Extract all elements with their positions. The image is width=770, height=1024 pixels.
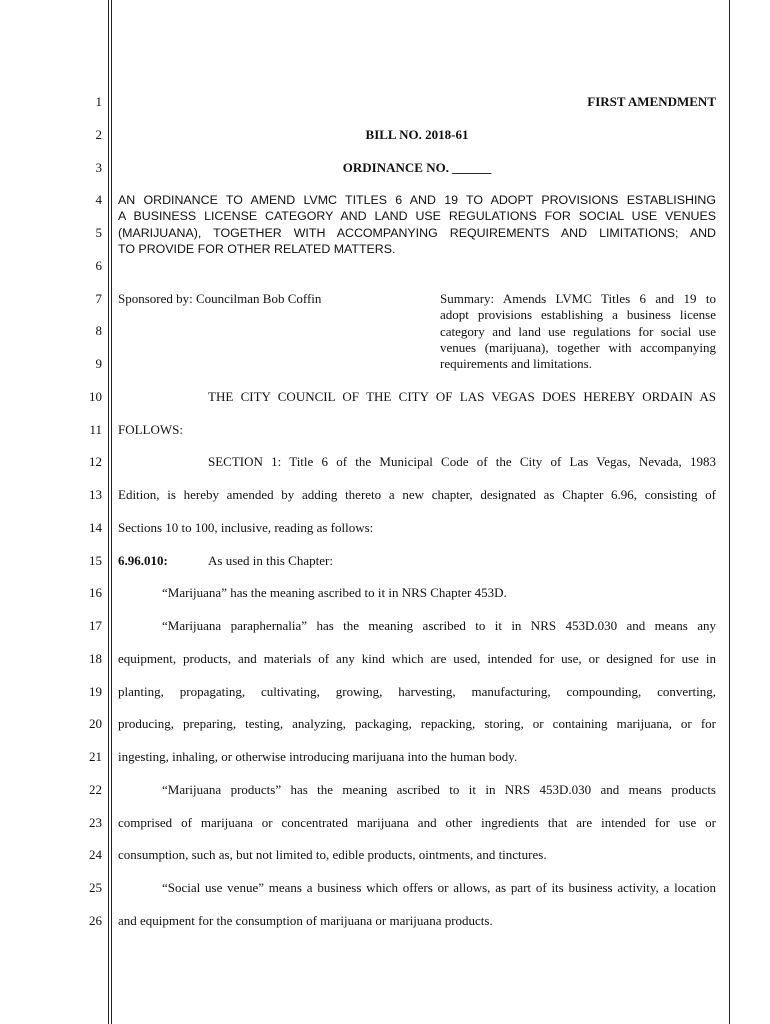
- summary-line: Summary: Amends LVMC Titles 6 and 19 to: [440, 291, 716, 306]
- definition-products: “Marijuana products” has the meaning ascribed to it in NRS 453D.030 and means products: [162, 782, 716, 797]
- line-number: 6: [95, 258, 102, 273]
- line-number: 3: [95, 160, 102, 175]
- left-margin-rule-outer: [108, 0, 109, 1024]
- definition-social-use-venue: and equipment for the consumption of marijuana or marijuana products.: [118, 913, 493, 928]
- definition-paraphernalia: planting, propagating, cultivating, growing, harvesting, manufacturing, compounding, converting,: [118, 684, 716, 699]
- line-number: 16: [89, 585, 102, 600]
- definition-products: comprised of marijuana or concentrated marijuana and other ingredients that are intended for use or: [118, 815, 716, 830]
- summary-line: venues (marijuana), together with accompanying: [440, 339, 716, 355]
- line-number: 7: [95, 291, 102, 306]
- summary-line: adopt provisions establishing a business license: [440, 307, 716, 323]
- section-1-line: Edition, is hereby amended by adding thereto a new chapter, designated as Chapter 6.96, consisting of: [118, 487, 716, 502]
- sponsor: Sponsored by: Councilman Bob Coffin: [118, 291, 322, 306]
- title-line: A BUSINESS LICENSE CATEGORY AND LAND USE REGULATIONS FOR SOCIAL USE VENUES: [118, 209, 716, 224]
- line-number: 19: [89, 684, 102, 699]
- line-number: 10: [89, 389, 102, 404]
- line-number: 15: [89, 553, 102, 568]
- line-number: 11: [89, 422, 102, 437]
- line-number: 5: [95, 225, 102, 240]
- line-number: 18: [89, 651, 102, 666]
- section-1-line: SECTION 1: Title 6 of the Municipal Code of the City of Las Vegas, Nevada, 1983: [208, 454, 716, 469]
- line-number: 25: [89, 880, 102, 895]
- right-margin-rule: [729, 0, 730, 1024]
- line-number: 1: [95, 94, 102, 109]
- title-line: (MARIJUANA), TOGETHER WITH ACCOMPANYING REQUIREMENTS AND LIMITATIONS; AND: [118, 225, 716, 240]
- line-number: 8: [95, 323, 102, 338]
- ordain-line: THE CITY COUNCIL OF THE CITY OF LAS VEGAS DOES HEREBY ORDAIN AS: [208, 389, 716, 404]
- summary-block: [440, 291, 716, 372]
- line-number: 4: [95, 192, 102, 207]
- line-number: 2: [95, 127, 102, 142]
- bill-number: BILL NO. 2018-61: [365, 127, 469, 142]
- ordinance-number: ORDINANCE NO. ______: [342, 160, 492, 175]
- definition-paraphernalia: “Marijuana paraphernalia” has the meaning ascribed to it in NRS 453D.030 and means any: [162, 618, 716, 633]
- definition-marijuana: “Marijuana” has the meaning ascribed to it in NRS Chapter 453D.: [162, 585, 507, 600]
- summary-line: category and land use regulations for social use: [440, 323, 716, 339]
- definition-paraphernalia: ingesting, inhaling, or otherwise introducing marijuana into the human body.: [118, 749, 518, 764]
- line-number: 22: [89, 782, 102, 797]
- line-number: 9: [95, 356, 102, 371]
- line-number: 12: [89, 454, 102, 469]
- section-number: 6.96.010:: [118, 553, 168, 568]
- line-number: 24: [89, 847, 102, 862]
- line-number: 14: [89, 520, 102, 535]
- line-number: 13: [89, 487, 102, 502]
- line-number: 17: [89, 618, 102, 633]
- ordinance-title: [118, 192, 716, 257]
- definition-paraphernalia: equipment, products, and materials of any kind which are used, intended for use, or designed for use in: [118, 651, 716, 666]
- definition-products: consumption, such as, but not limited to, edible products, ointments, and tinctures.: [118, 847, 547, 862]
- line-number: 26: [89, 913, 102, 928]
- amendment-heading: FIRST AMENDMENT: [587, 94, 716, 109]
- section-1-line: Sections 10 to 100, inclusive, reading as follows:: [118, 520, 374, 535]
- line-number: 21: [89, 749, 102, 764]
- section-text: As used in this Chapter:: [208, 553, 333, 568]
- left-margin-rule-inner: [111, 0, 112, 1024]
- definition-paraphernalia: producing, preparing, testing, analyzing, packaging, repacking, storing, or containing marijuana, or for: [118, 716, 716, 731]
- title-line: TO PROVIDE FOR OTHER RELATED MATTERS.: [118, 241, 396, 256]
- follows-line: FOLLOWS:: [118, 422, 183, 437]
- title-line: AN ORDINANCE TO AMEND LVMC TITLES 6 AND 19 TO ADOPT PROVISIONS ESTABLISHING: [118, 193, 716, 207]
- summary-line: requirements and limitations.: [440, 356, 592, 372]
- line-number: 20: [89, 716, 102, 731]
- line-number: 23: [89, 815, 102, 830]
- definition-social-use-venue: “Social use venue” means a business which offers or allows, as part of its business activity, a location: [162, 880, 716, 895]
